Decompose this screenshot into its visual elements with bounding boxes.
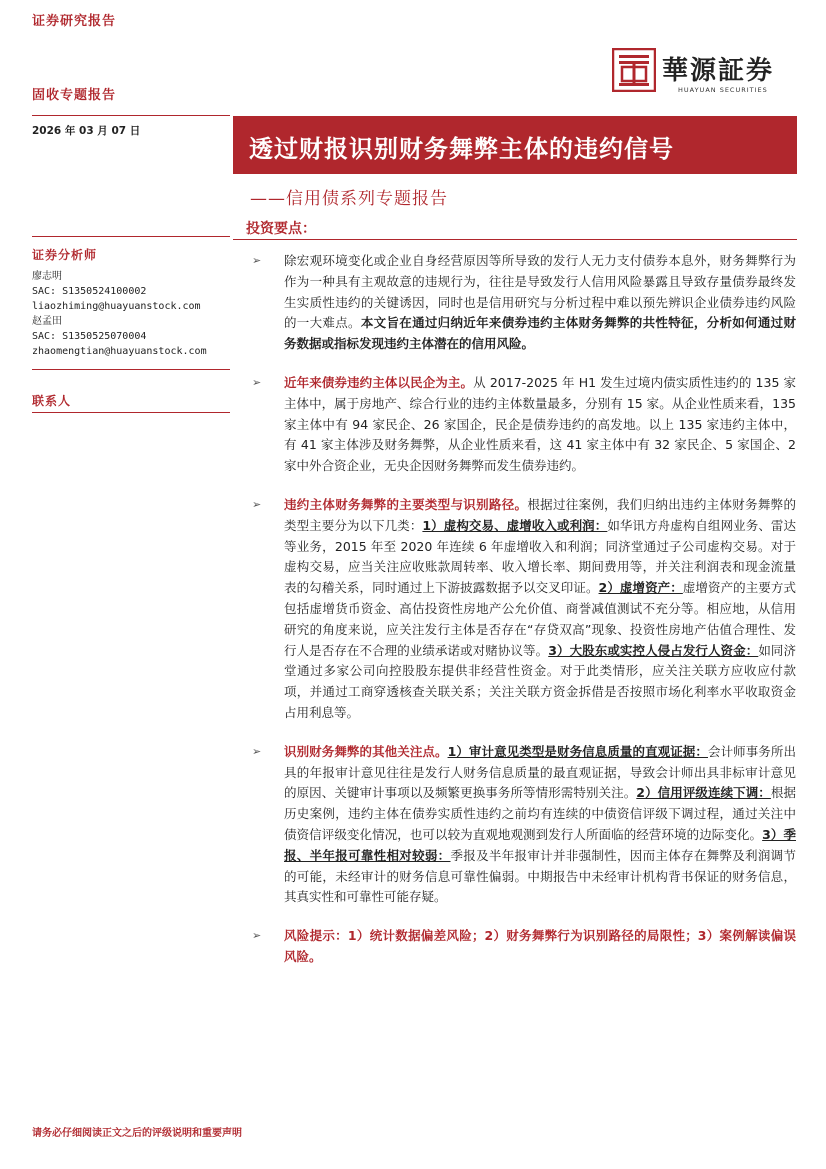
point-subheading: 1）审计意见类型是财务信息质量的直观证据： [447, 743, 708, 759]
point-subheading: 1）虚构交易、虚增收入或利润： [422, 517, 608, 533]
point-text: 虚增资产的主要方式包括虚增货币资金、高估投资性房地产公允价值、商誉减值测试不充分等。相应地，从信用研究的角度来说，应关注发行主体是否存在“存贷双高”现象、投资性房地产估值合理性、发行人是否存在不合理的业绩承诺或对赌协议等。 [284, 580, 796, 658]
analyst-sac: SAC: S1350524100002 [32, 286, 147, 297]
divider [32, 369, 230, 370]
point-text: 会计师事务所出具的年报审计意见往往是发行人财务信息质量的最直观证据，导致会计师出具非标审计意见的原因、关键审计事项以及频繁更换事务所等情形需特别关注。 [284, 743, 796, 801]
analyst-name: 廖志明 [32, 271, 62, 282]
page-subtitle: ——信用债系列专题报告 [250, 189, 448, 209]
report-type: 固收专题报告 [32, 88, 117, 103]
point-lead: 近年来债券违约主体以民企为主。 [284, 374, 474, 390]
title-banner [233, 116, 797, 174]
analyst-name: 赵孟田 [32, 316, 62, 327]
analyst-sidebar [32, 246, 230, 370]
point-emphasis: 本文旨在通过归纳近年来债券违约主体财务舞弊的共性特征，分析如何通过财务数据或指标发现违约主体潜在的信用风险。 [284, 315, 796, 352]
key-point-1 [252, 251, 796, 355]
page-title: 透过财报识别财务舞弊主体的违约信号 [249, 135, 674, 163]
point-subheading: 2）信用评级连续下调： [636, 785, 771, 801]
contact-heading: 联系人 [32, 394, 72, 408]
arrow-bullet-icon: ➢ [252, 254, 262, 267]
company-logo [612, 48, 798, 98]
key-point-3 [252, 495, 796, 724]
divider [32, 115, 230, 116]
analyst-sac: SAC: S1350525070004 [32, 331, 147, 342]
analyst-email[interactable]: liaozhiming@huayuanstock.com [32, 301, 201, 312]
divider [233, 239, 797, 240]
key-point-4 [252, 742, 796, 908]
key-points-body [252, 251, 796, 986]
report-date: 2026 年 03 月 07 日 [32, 125, 141, 137]
divider [32, 412, 230, 413]
point-text: 根据过往案例，我们归纳出违约主体财务舞弊的类型主要分为以下几类： [284, 496, 796, 533]
key-points-heading: 投资要点： [246, 221, 316, 237]
huayuan-logo-icon [612, 48, 656, 92]
arrow-bullet-icon: ➢ [252, 744, 262, 758]
point-text: 从 2017-2025 年 H1 发生过境内债实质性违约的 135 家主体中，属于房地产、综合行业的违约主体数量最多，分别有 15 家。从企业性质来看，135 家主体中有 94 家民企、26 家国企，民企是债券违约的高发地。以上 135 家违约主体中，有 41 家主体涉及财务舞弊，从企业性质来看，这 41 家主体中有 32 家民企、5 家国企、2 家中外合资企业，无央企因财务舞弊而发生债券违约。 [284, 374, 796, 474]
analyst-heading: 证券分析师 [32, 248, 98, 262]
analyst-email[interactable]: zhaomengtian@huayuanstock.com [32, 346, 207, 357]
point-text: 如华讯方舟虚构自组网业务、雷达等业务，2015 年至 2020 年连续 6 年虚增收入和利润；同济堂通过子公司虚构交易。对于虚构交易，应当关注应收账款周转率、收入增长率、期间费用等，并关注利润表和现金流量表的勾稽关系，同时通过上下游披露数据予以交叉印证。 [284, 517, 796, 596]
point-text: 除宏观环境变化或企业自身经营原因等所导致的发行人无力支付债券本息外，财务舞弊行为作为一种具有主观故意的违规行为，往往是导致发行人信用风险暴露且导致存量债券最终发生实质性违约的关键诱因，同时也是信用研究与分析过程中难以预先辨识企业债券违约风险的一大难点。 [284, 253, 796, 331]
point-subheading: 2）虚增资产： [598, 580, 683, 596]
risk-warning: 风险提示：1）统计数据偏差风险；2）财务舞弊行为识别路径的局限性；3）案例解读偏误风险。 [284, 928, 796, 964]
arrow-bullet-icon: ➢ [252, 929, 262, 943]
key-point-risk [252, 926, 796, 968]
point-text: 如同济堂通过多家公司向控股股东提供非经营性资金。对于此类情形，应关注关联方应收应付款项，并通过工商穿透核查关联关系；关注关联方资金拆借是否按照市场化利率水平收取资金占用利息等。 [284, 642, 796, 720]
point-subheading: 3）大股东或实控人侵占发行人资金： [548, 642, 759, 658]
divider [32, 236, 230, 237]
logo-english-name: HUAYUAN SECURITIES [678, 86, 768, 94]
point-lead: 识别财务舞弊的其他关注点。 [284, 743, 448, 759]
arrow-bullet-icon: ➢ [252, 497, 262, 511]
footer-disclaimer: 请务必仔细阅读正文之后的评级说明和重要声明 [32, 1128, 242, 1139]
key-point-2 [252, 373, 796, 477]
report-category: 证券研究报告 [32, 14, 117, 29]
logo-chinese-name: 華源証券 [662, 56, 775, 86]
point-text: 季报及半年报审计并非强制性，因而主体存在舞弊及利润调节的可能，未经审计的财务信息可靠性偏弱。中期报告中未经审计机构背书保证的财务信息，其真实性和可靠性可能存疑。 [284, 847, 796, 905]
point-lead: 违约主体财务舞弊的主要类型与识别路径。 [284, 496, 528, 512]
arrow-bullet-icon: ➢ [252, 375, 262, 389]
point-text: 根据历史案例，违约主体在债券实质性违约之前均有连续的中债资信评级下调过程，通过关注中债资信评级变化情况，也可以较为直观地观测到发行人所面临的经营环境的边际变化。 [284, 785, 796, 842]
point-subheading: 3）季报、半年报可靠性相对较弱： [284, 826, 796, 863]
